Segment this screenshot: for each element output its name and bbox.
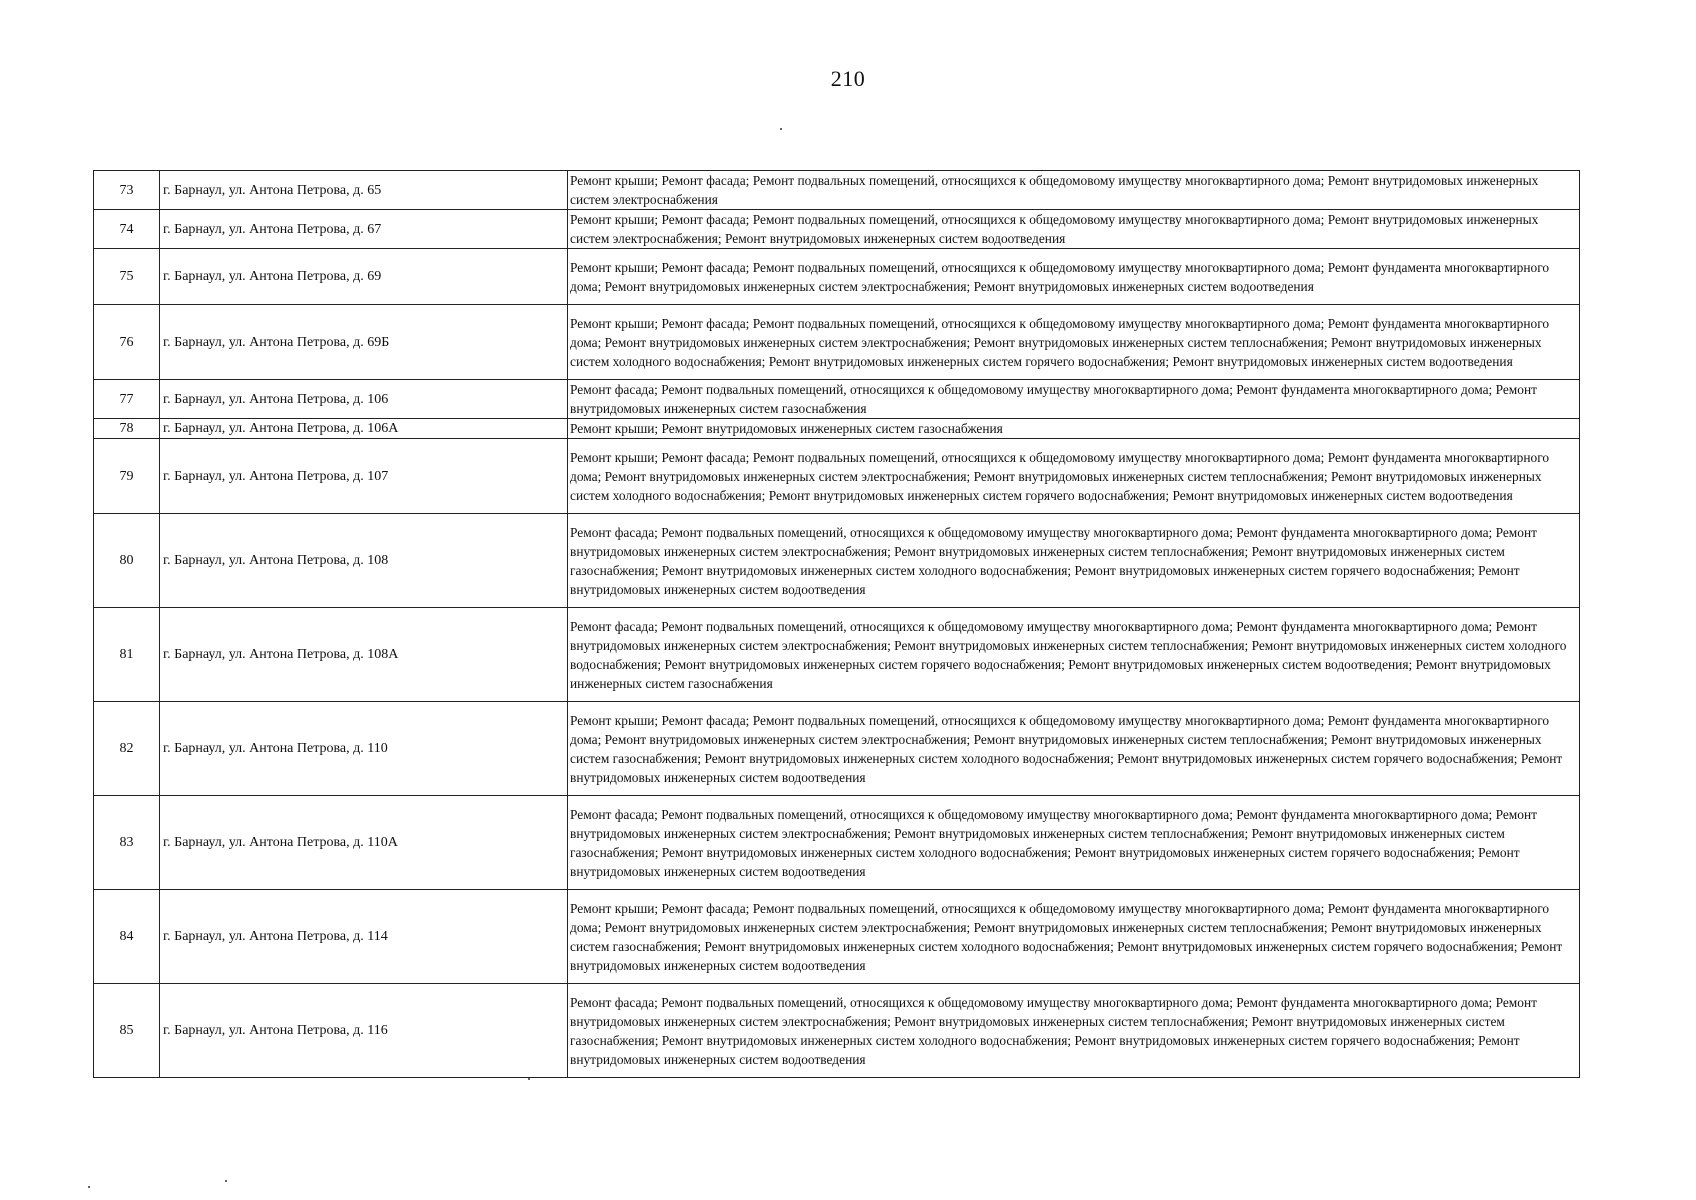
works-cell [568, 439, 1580, 514]
table-row [94, 702, 1580, 796]
scan-speck [225, 1180, 227, 1182]
address-cell: г. Барнаул, ул. Антона Петрова, д. 107 [160, 439, 568, 514]
works-cell [568, 608, 1580, 702]
table-row [94, 249, 1580, 305]
works-cell [568, 890, 1580, 984]
address-cell: г. Барнаул, ул. Антона Петрова, д. 108А [160, 608, 568, 702]
table-row [94, 890, 1580, 984]
table-row [94, 514, 1580, 608]
works-cell [568, 702, 1580, 796]
row-number: 75 [94, 249, 160, 305]
row-number: 77 [94, 380, 160, 419]
table-row [94, 984, 1580, 1078]
address-cell: г. Барнаул, ул. Антона Петрова, д. 106А [160, 419, 568, 439]
works-cell [568, 305, 1580, 380]
address-cell: г. Барнаул, ул. Антона Петрова, д. 67 [160, 210, 568, 249]
row-number: 85 [94, 984, 160, 1078]
scan-speck [780, 128, 782, 130]
address-cell: г. Барнаул, ул. Антона Петрова, д. 106 [160, 380, 568, 419]
row-number: 78 [94, 419, 160, 439]
works-cell [568, 419, 1580, 439]
row-number: 83 [94, 796, 160, 890]
scan-speck [528, 1078, 530, 1080]
works-text: Ремонт фасада; Ремонт подвальных помещений, относящихся к общедомовому имуществу многоквартирного дома; Ремонт фундамента многоквартирного дома; Ремонт внутридомовых инженерных систем электроснабжения; Ремонт внутридомовых инженерных систем теплоснабжения; Ремонт внутридомовых инженерных систем газоснабжения; Ремонт внутридомовых инженерных систем холодного водоснабжения; Ремонт внутридомовых инженерных систем горячего водоснабжения; Ремонт внутридомовых инженерных систем водоотведения [570, 806, 1537, 879]
row-number: 81 [94, 608, 160, 702]
works-text: Ремонт фасада; Ремонт подвальных помещений, относящихся к общедомовому имуществу многоквартирного дома; Ремонт фундамента многоквартирного дома; Ремонт внутридомовых инженерных систем газоснабжения [570, 382, 1537, 416]
works-cell [568, 984, 1580, 1078]
scan-speck [88, 1186, 90, 1188]
works-cell [568, 249, 1580, 305]
works-text: Ремонт крыши; Ремонт фасада; Ремонт подвальных помещений, относящихся к общедомовому имуществу многоквартирного дома; Ремонт фундамента многоквартирного дома; Ремонт внутридомовых инженерных систем электроснабжения; Ремонт внутридомовых инженерных систем теплоснабжения; Ремонт внутридомовых инженерных систем холодного водоснабжения; Ремонт внутридомовых инженерных систем горячего водоснабжения; Ремонт внутридомовых инженерных систем водоотведения [570, 449, 1550, 503]
repair-list-table-container [93, 170, 1580, 1078]
row-number: 80 [94, 514, 160, 608]
table-row [94, 210, 1580, 249]
address-cell: г. Барнаул, ул. Антона Петрова, д. 110А [160, 796, 568, 890]
works-text: Ремонт крыши; Ремонт фасада; Ремонт подвальных помещений, относящихся к общедомовому имуществу многоквартирного дома; Ремонт внутридомовых инженерных систем электроснабжения [570, 173, 1539, 207]
works-text: Ремонт крыши; Ремонт фасада; Ремонт подвальных помещений, относящихся к общедомовому имуществу многоквартирного дома; Ремонт внутридомовых инженерных систем электроснабжения; Ремонт внутридомовых инженерных систем водоотведения [570, 212, 1539, 246]
works-text: Ремонт крыши; Ремонт фасада; Ремонт подвальных помещений, относящихся к общедомовому имуществу многоквартирного дома; Ремонт фундамента многоквартирного дома; Ремонт внутридомовых инженерных систем электроснабжения; Ремонт внутридомовых инженерных систем теплоснабжения; Ремонт внутридомовых инженерных систем газоснабжения; Ремонт внутридомовых инженерных систем холодного водоснабжения; Ремонт внутридомовых инженерных систем горячего водоснабжения; Ремонт внутридомовых инженерных систем водоотведения [570, 900, 1563, 973]
works-text: Ремонт крыши; Ремонт внутридомовых инженерных систем газоснабжения [570, 421, 1003, 436]
address-cell: г. Барнаул, ул. Антона Петрова, д. 114 [160, 890, 568, 984]
works-text: Ремонт фасада; Ремонт подвальных помещений, относящихся к общедомовому имуществу многоквартирного дома; Ремонт фундамента многоквартирного дома; Ремонт внутридомовых инженерных систем электроснабжения; Ремонт внутридомовых инженерных систем теплоснабжения; Ремонт внутридомовых инженерных систем холодного водоснабжения; Ремонт внутридомовых инженерных систем горячего водоснабжения; Ремонт внутридомовых инженерных систем водоотведения; Ремонт внутридомовых инженерных систем газоснабжения [570, 618, 1567, 691]
page-number: 210 [830, 66, 866, 91]
address-cell: г. Барнаул, ул. Антона Петрова, д. 108 [160, 514, 568, 608]
table-row [94, 380, 1580, 419]
table-row [94, 419, 1580, 439]
works-cell [568, 796, 1580, 890]
works-cell [568, 171, 1580, 210]
works-text: Ремонт фасада; Ремонт подвальных помещений, относящихся к общедомовому имуществу многоквартирного дома; Ремонт фундамента многоквартирного дома; Ремонт внутридомовых инженерных систем электроснабжения; Ремонт внутридомовых инженерных систем теплоснабжения; Ремонт внутридомовых инженерных систем газоснабжения; Ремонт внутридомовых инженерных систем холодного водоснабжения; Ремонт внутридомовых инженерных систем горячего водоснабжения; Ремонт внутридомовых инженерных систем водоотведения [570, 994, 1537, 1067]
works-text: Ремонт крыши; Ремонт фасада; Ремонт подвальных помещений, относящихся к общедомовому имуществу многоквартирного дома; Ремонт фундамента многоквартирного дома; Ремонт внутридомовых инженерных систем электроснабжения; Ремонт внутридомовых инженерных систем теплоснабжения; Ремонт внутридомовых инженерных систем холодного водоснабжения; Ремонт внутридомовых инженерных систем горячего водоснабжения; Ремонт внутридомовых инженерных систем водоотведения [570, 315, 1550, 369]
works-cell [568, 380, 1580, 419]
table-body [94, 171, 1580, 1078]
address-cell: г. Барнаул, ул. Антона Петрова, д. 65 [160, 171, 568, 210]
row-number: 76 [94, 305, 160, 380]
row-number: 84 [94, 890, 160, 984]
table-row [94, 305, 1580, 380]
row-number: 82 [94, 702, 160, 796]
row-number: 74 [94, 210, 160, 249]
works-cell [568, 210, 1580, 249]
works-text: Ремонт крыши; Ремонт фасада; Ремонт подвальных помещений, относящихся к общедомовому имуществу многоквартирного дома; Ремонт фундамента многоквартирного дома; Ремонт внутридомовых инженерных систем электроснабжения; Ремонт внутридомовых инженерных систем водоотведения [570, 259, 1550, 294]
works-text: Ремонт крыши; Ремонт фасада; Ремонт подвальных помещений, относящихся к общедомовому имуществу многоквартирного дома; Ремонт фундамента многоквартирного дома; Ремонт внутридомовых инженерных систем электроснабжения; Ремонт внутридомовых инженерных систем теплоснабжения; Ремонт внутридомовых инженерных систем газоснабжения; Ремонт внутридомовых инженерных систем холодного водоснабжения; Ремонт внутридомовых инженерных систем горячего водоснабжения; Ремонт внутридомовых инженерных систем водоотведения [570, 712, 1563, 785]
address-cell: г. Барнаул, ул. Антона Петрова, д. 116 [160, 984, 568, 1078]
table-row [94, 171, 1580, 210]
address-cell: г. Барнаул, ул. Антона Петрова, д. 69 [160, 249, 568, 305]
address-cell: г. Барнаул, ул. Антона Петрова, д. 110 [160, 702, 568, 796]
row-number: 79 [94, 439, 160, 514]
row-number: 73 [94, 171, 160, 210]
works-text: Ремонт фасада; Ремонт подвальных помещений, относящихся к общедомовому имуществу многоквартирного дома; Ремонт фундамента многоквартирного дома; Ремонт внутридомовых инженерных систем электроснабжения; Ремонт внутридомовых инженерных систем теплоснабжения; Ремонт внутридомовых инженерных систем газоснабжения; Ремонт внутридомовых инженерных систем холодного водоснабжения; Ремонт внутридомовых инженерных систем горячего водоснабжения; Ремонт внутридомовых инженерных систем водоотведения [570, 524, 1537, 597]
works-cell [568, 514, 1580, 608]
table-row [94, 608, 1580, 702]
repair-list-table [93, 170, 1580, 1078]
table-row [94, 796, 1580, 890]
table-row [94, 439, 1580, 514]
address-cell: г. Барнаул, ул. Антона Петрова, д. 69Б [160, 305, 568, 380]
